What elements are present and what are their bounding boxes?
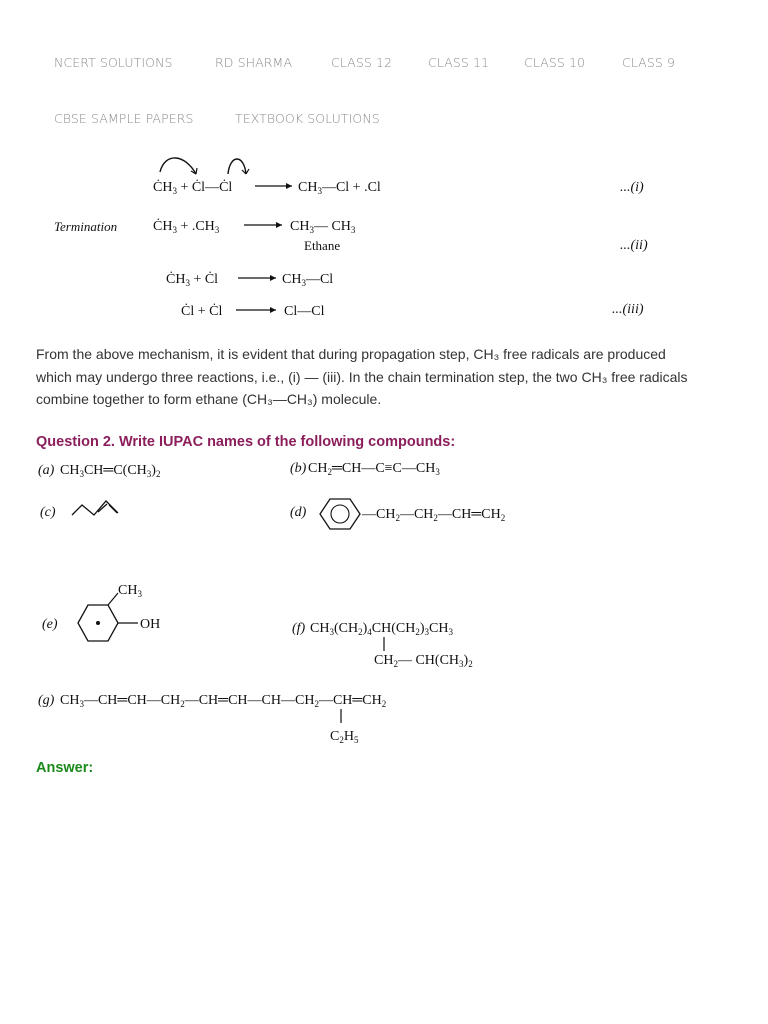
svg-text:Ċl + Ċl: Ċl + Ċl: [181, 304, 223, 319]
label-f: (f): [292, 621, 306, 636]
svg-text:CH3CH═C(CH3)2: $CH_3CH═C(CH_3)_2$: [60, 463, 161, 479]
paragraph-line-3: combine together to form ethane (CH₃—CH₃) molecule.: [36, 391, 382, 408]
label-g: (g): [38, 693, 55, 708]
nav-rd-sharma[interactable]: RD SHARMA: [215, 55, 293, 70]
nav-ncert-solutions[interactable]: NCERT SOLUTIONS: [54, 55, 173, 70]
nav-textbook-solutions[interactable]: TEXTBOOK SOLUTIONS: [235, 111, 380, 126]
label-e: (e): [42, 617, 58, 632]
e-ch3: CH: [118, 583, 138, 598]
svg-text:CH3— CH3: $CH_3—$ $CH_3$: [290, 219, 356, 235]
svg-text:CH3(CH2)4CH(CH2)3CH3: $CH_3(CH_2)_4CH(CH_2)_3CH_3$: [310, 621, 453, 637]
label-d: (d): [290, 505, 307, 520]
e-oh: OH: [140, 617, 161, 632]
svg-text:CH2═CH—C≡C—CH3: $CH_2═CH—C\equiv C—CH_3$: [308, 461, 440, 477]
nav-class-9[interactable]: CLASS 9: [622, 55, 676, 70]
tag-ii: ...(ii): [620, 238, 648, 253]
nav-class-10[interactable]: CLASS 10: [524, 55, 586, 70]
answer-heading: Answer:: [36, 760, 94, 776]
svg-text:—CH2—CH2—CH═CH2: $—CH_2—CH_2—CH═CH_2$: [362, 507, 506, 523]
mechanism-figure: [0, 150, 768, 340]
svg-text:Cl—Cl: Cl—Cl: [284, 304, 325, 319]
nav-class-12[interactable]: CLASS 12: [331, 55, 393, 70]
svg-text:ĊH3 + Ċl: $ĊH_3$ + Ċl: [166, 272, 219, 288]
tag-i: ...(i): [620, 180, 644, 195]
svg-text:C2H5: $C_2H_5$: [330, 729, 359, 745]
label-b: (b): [290, 461, 307, 476]
label-c: (c): [40, 505, 56, 520]
paragraph-line-1: From the above mechanism, it is evident that during propagation step, CH₃ free radicals are produced: [36, 346, 666, 362]
compounds-figure: [0, 455, 768, 755]
svg-text:ĊH3 + .CH3: $ĊH_3 + .CH_3$: [153, 219, 220, 235]
svg-text:CH3: [118, 583, 142, 599]
svg-text:CH3—Cl + .Cl: $CH_3—Cl + .Cl$: [298, 180, 381, 196]
nav-class-11[interactable]: CLASS 11: [428, 55, 490, 70]
label-a: (a): [38, 463, 55, 478]
tag-iii: ...(iii): [612, 302, 644, 317]
explanation-paragraph: [36, 343, 736, 411]
question-heading: Question 2. Write IUPAC names of the following compounds:: [36, 434, 456, 450]
svg-text:CH3—Cl: $CH_3—Cl$: [282, 272, 334, 288]
ethane-label: Ethane: [304, 238, 341, 253]
compounds-diagram: [0, 455, 768, 755]
svg-text:CH2— CH(CH3)2: $CH_2—$ $CH(CH_3)_2$: [374, 653, 473, 669]
nav-cbse-sample-papers[interactable]: CBSE SAMPLE PAPERS: [54, 111, 194, 126]
e-ch3-sub: 3: [137, 589, 142, 599]
termination-label: Termination: [54, 219, 118, 234]
paragraph-line-2: which may undergo three reactions, i.e., (i) — (iii). In the chain termination step, the two CH₃ free radicals: [36, 368, 688, 385]
svg-text:CH3—CH═CH—CH2—CH═CH—CH—CH2—CH═: $CH_3—CH═CH—CH_2—CH═CH—CH—CH_2—CH═CH_2$: [60, 693, 387, 709]
mechanism-diagram: [0, 150, 768, 340]
svg-text:ĊH3 + Ċl—Ċl: $ĊH_3$ + Ċl—Ċl: [153, 180, 233, 196]
